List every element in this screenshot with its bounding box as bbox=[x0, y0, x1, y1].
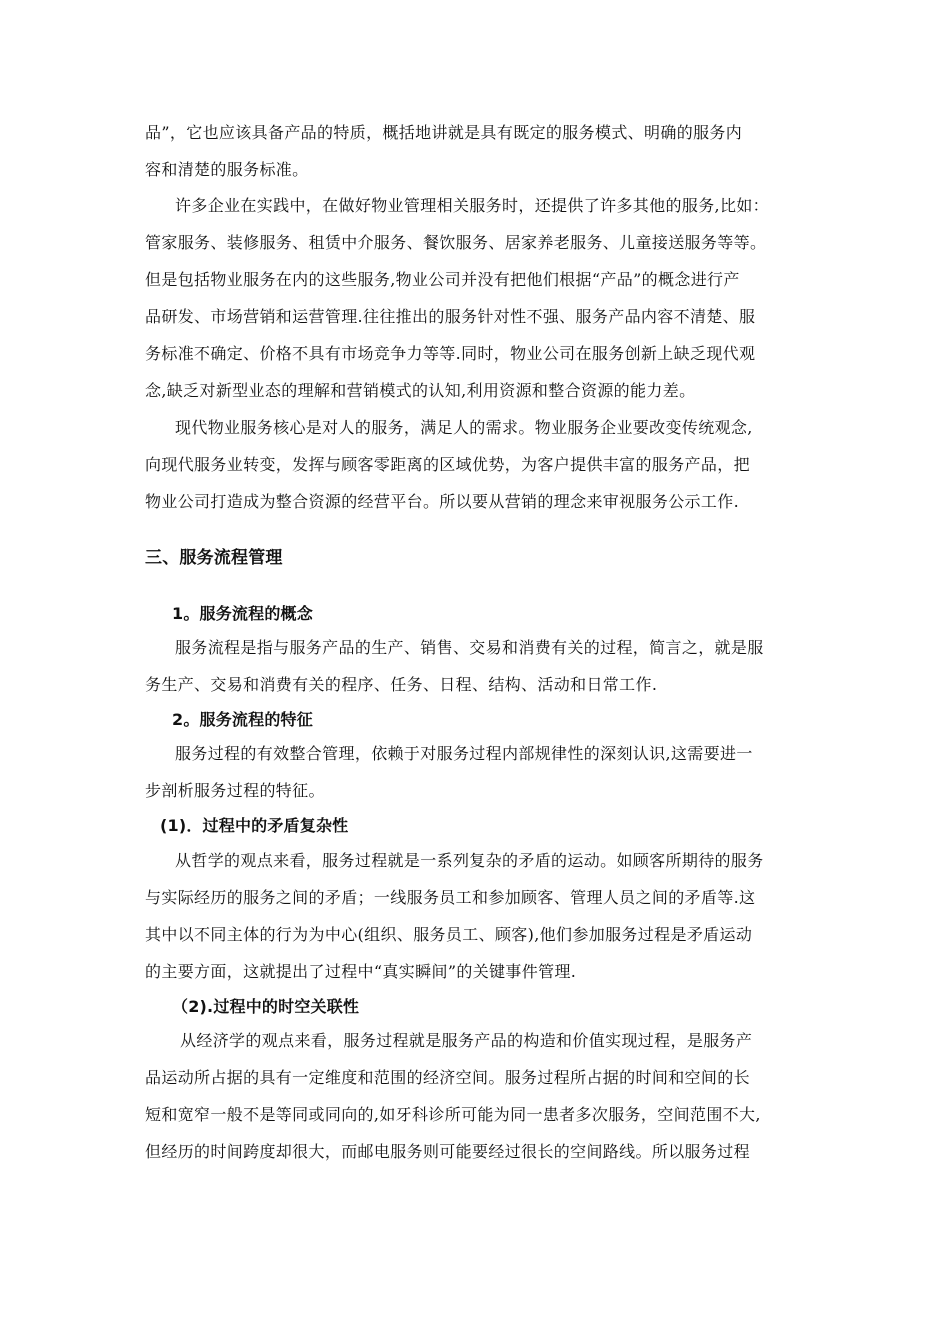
body-text-line: 许多企业在实践中，在做好物业管理相关服务时，还提供了许多其他的服务,比如： bbox=[175, 196, 770, 215]
body-text-line: 务标准不确定、价格不具有市场竞争力等等.同时，物业公司在服务创新上缺乏现代观 bbox=[145, 344, 756, 363]
body-text-line: 与实际经历的服务之间的矛盾；一线服务员工和参加顾客、管理人员之间的矛盾等.这 bbox=[145, 888, 756, 907]
body-text-line: 其中以不同主体的行为为中心(组织、服务员工、顾客),他们参加服务过程是矛盾运动 bbox=[145, 925, 753, 944]
section-heading: 三、服务流程管理 bbox=[145, 548, 283, 568]
body-text-line: 现代物业服务核心是对人的服务，满足人的需求。物业服务企业要改变传统观念, bbox=[175, 418, 753, 437]
body-text-line: 容和清楚的服务标准。 bbox=[145, 160, 309, 179]
subsection-heading: 1。服务流程的概念 bbox=[172, 604, 313, 623]
body-text-line: 品研发、市场营销和运营管理.往往推出的服务针对性不强、服务产品内容不清楚、服 bbox=[145, 307, 756, 326]
body-text-line: 但是包括物业服务在内的这些服务,物业公司并没有把他们根据“产品”的概念进行产 bbox=[145, 270, 740, 289]
body-text-line: 短和宽窄一般不是等同或同向的,如牙科诊所可能为同一患者多次服务，空间范围不大, bbox=[145, 1105, 761, 1124]
body-text-line: 但经历的时间跨度却很大，而邮电服务则可能要经过很长的空间路线。所以服务过程 bbox=[145, 1142, 750, 1161]
body-text-line: 服务流程是指与服务产品的生产、销售、交易和消费有关的过程，简言之，就是服 bbox=[175, 638, 764, 657]
item-heading: (1)．过程中的矛盾复杂性 bbox=[160, 816, 349, 835]
body-text-line: 管家服务、装修服务、租赁中介服务、餐饮服务、居家养老服务、儿童接送服务等等。 bbox=[145, 233, 767, 252]
body-text-line: 向现代服务业转变，发挥与顾客零距离的区域优势，为客户提供丰富的服务产品，把 bbox=[145, 455, 750, 474]
body-text-line: 从哲学的观点来看，服务过程就是一系列复杂的矛盾的运动。如顾客所期待的服务 bbox=[175, 851, 764, 870]
body-text-line: 品运动所占据的具有一定维度和范围的经济空间。服务过程所占据的时间和空间的长 bbox=[145, 1068, 750, 1087]
body-text-line: 物业公司打造成为整合资源的经营平台。所以要从营销的理念来审视服务公示工作. bbox=[145, 492, 740, 511]
body-text-line: 从经济学的观点来看，服务过程就是服务产品的构造和价值实现过程，是服务产 bbox=[180, 1031, 753, 1050]
body-text-line: 的主要方面，这就提出了过程中“真实瞬间”的关键事件管理. bbox=[145, 962, 577, 981]
body-text-line: 服务过程的有效整合管理，依赖于对服务过程内部规律性的深刻认识,这需要进一 bbox=[175, 744, 753, 763]
body-text-line: 步剖析服务过程的特征。 bbox=[145, 781, 325, 800]
body-text-line: 念,缺乏对新型业态的理解和营销模式的认知,利用资源和整合资源的能力差。 bbox=[145, 381, 696, 400]
item-heading: （2).过程中的时空关联性 bbox=[172, 997, 360, 1016]
subsection-heading: 2。服务流程的特征 bbox=[172, 710, 313, 729]
body-text-line: 务生产、交易和消费有关的程序、任务、日程、结构、活动和日常工作. bbox=[145, 675, 658, 694]
body-text-line: 品”，它也应该具备产品的特质，概括地讲就是具有既定的服务模式、明确的服务内 bbox=[145, 123, 743, 142]
